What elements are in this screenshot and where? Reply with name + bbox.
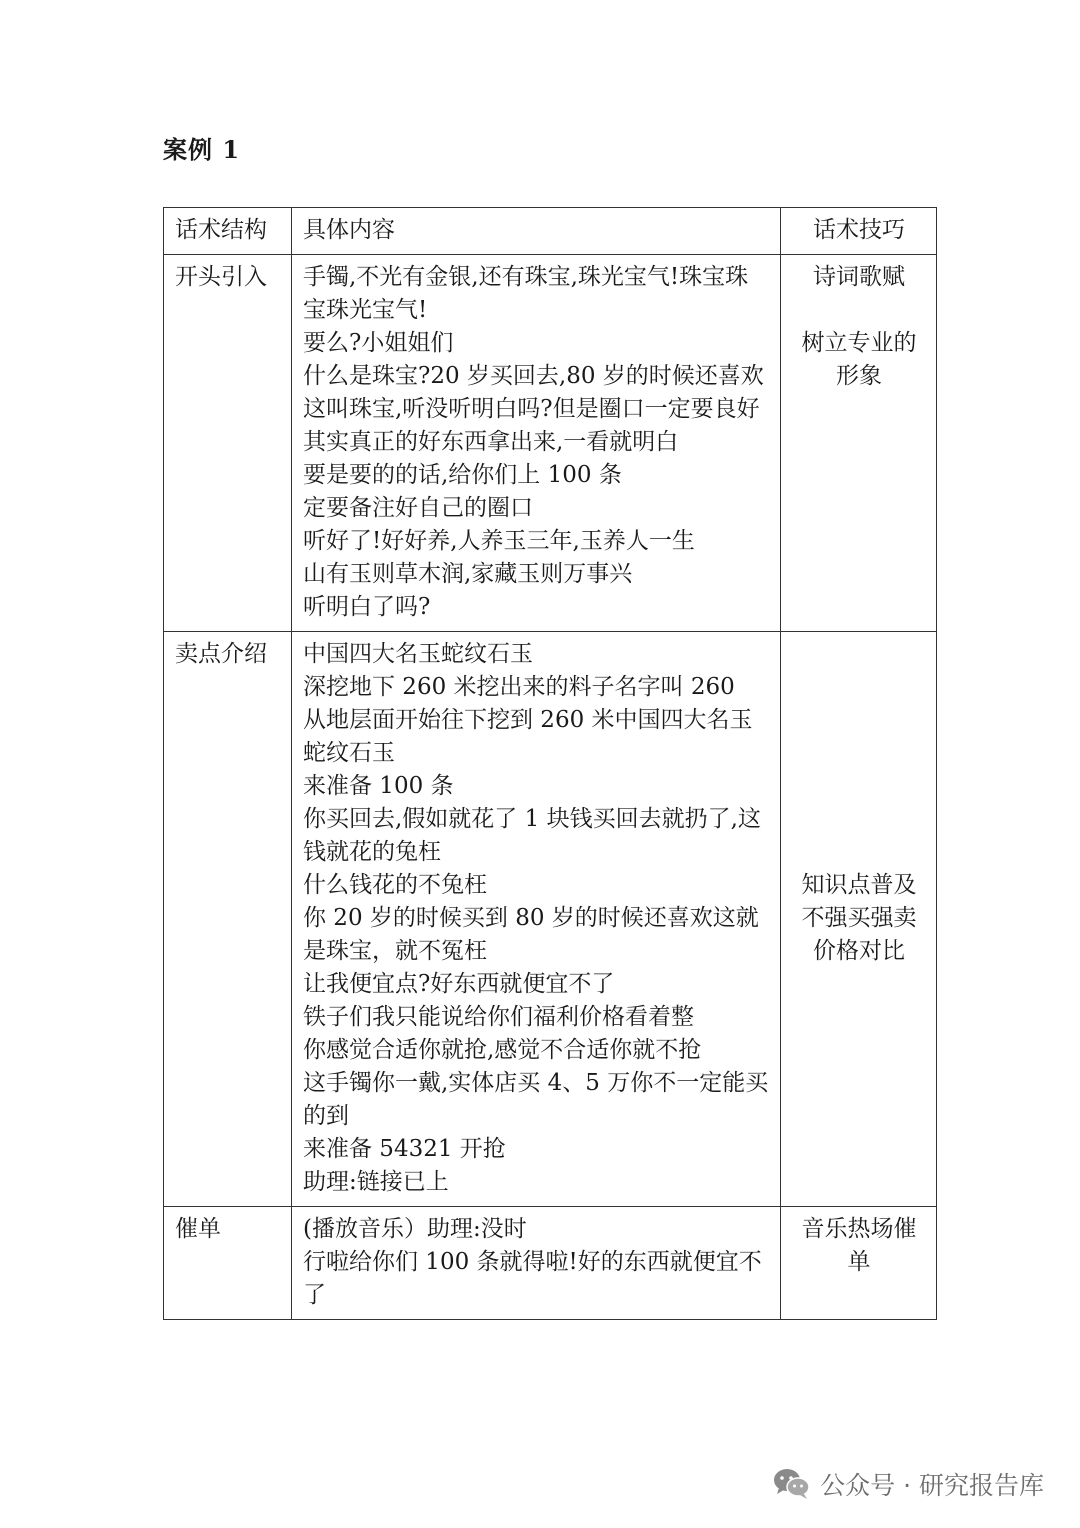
table-row [164, 255, 937, 632]
wechat-icon [772, 1467, 812, 1501]
header-technique: 话术技巧 [781, 208, 937, 255]
technique-cell [781, 255, 937, 632]
content-line: 来准备 100 条 [303, 773, 454, 799]
content-line: 从地层面开始往下挖到 260 米中国四大名玉蛇纹石玉 [303, 707, 753, 766]
technique-item: 音乐热场催单 [801, 1216, 917, 1275]
content-line: 铁子们我只能说给你们福利价格看着整 [303, 1004, 694, 1030]
content-line: 山有玉则草木润,家藏玉则万事兴 [303, 561, 633, 587]
technique-cell [781, 1207, 937, 1320]
structure-cell: 开头引入 [164, 255, 292, 632]
header-content: 具体内容 [292, 208, 781, 255]
script-table [163, 207, 937, 1320]
content-line: 来准备 54321 开抢 [303, 1136, 506, 1162]
content-line: 其实真正的好东西拿出来,一看就明白 [303, 429, 679, 455]
case-title: 案例 1 [163, 135, 241, 164]
content-line: 听好了!好好养,人养玉三年,玉养人一生 [303, 528, 695, 554]
content-line: 你买回去,假如就花了 1 块钱买回去就扔了,这钱就花的兔枉 [303, 806, 761, 865]
content-line: 要么?小姐姐们 [303, 330, 454, 356]
content-cell [292, 1207, 781, 1320]
watermark-text: 公众号 · 研究报告库 [820, 1471, 1044, 1500]
content-line: 什么钱花的不兔枉 [303, 872, 487, 898]
structure-cell: 催单 [164, 1207, 292, 1320]
content-line: 中国四大名玉蛇纹石玉 [303, 641, 533, 667]
content-line: 什么是珠宝?20 岁买回去,80 岁的时候还喜欢 [303, 363, 764, 389]
content-line: 这叫珠宝,听没听明白吗?但是圈口一定要良好 [303, 396, 760, 422]
content-line: 你 20 岁的时候买到 80 岁的时候还喜欢这就是珠宝，就不冤枉 [303, 905, 759, 964]
content-line: 助理:链接已上 [303, 1169, 449, 1195]
content-line: 这手镯你一戴,实体店买 4、5 万你不一定能买的到 [303, 1070, 769, 1129]
content-line: 深挖地下 260 米挖出来的料子名字叫 260 [303, 674, 735, 700]
content-cell [292, 255, 781, 632]
structure-cell: 卖点介绍 [164, 632, 292, 1207]
table-row [164, 1207, 937, 1320]
technique-item: 知识点普及 [801, 872, 917, 898]
content-cell [292, 632, 781, 1207]
technique-item: 树立专业的形象 [801, 330, 917, 389]
content-line: 定要备注好自己的圈口 [303, 495, 533, 521]
table-header-row [164, 208, 937, 255]
technique-item: 价格对比 [813, 938, 905, 964]
technique-item: 不强买强卖 [801, 905, 917, 931]
watermark [772, 1466, 1044, 1502]
content-line: 手镯,不光有金银,还有珠宝,珠光宝气!珠宝珠宝珠光宝气! [303, 264, 749, 323]
content-line: 你感觉合适你就抢,感觉不合适你就不抢 [303, 1037, 702, 1063]
content-line: 要是要的的话,给你们上 100 条 [303, 462, 622, 488]
content-line: 行啦给你们 100 条就得啦!好的东西就便宜不了 [303, 1249, 762, 1308]
content-line: (播放音乐）助理:没时 [303, 1216, 527, 1242]
header-structure: 话术结构 [164, 208, 292, 255]
content-line: 让我便宜点?好东西就便宜不了 [303, 971, 615, 997]
technique-cell [781, 632, 937, 1207]
table-row [164, 632, 937, 1207]
technique-item: 诗词歌赋 [813, 264, 905, 290]
content-line: 听明白了吗? [303, 594, 431, 620]
